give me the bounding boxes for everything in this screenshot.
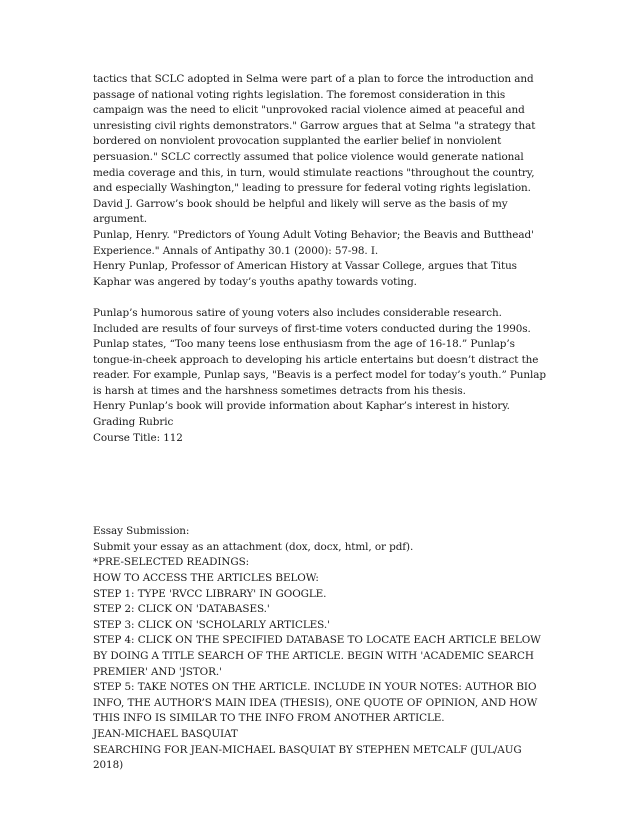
step-3: STEP 3: CLICK ON 'SCHOLARLY ARTICLES.': [93, 618, 330, 631]
paragraph-punlap-satire: Punlap’s humorous satire of young voters also includes considerable research. Included are results of four surveys of first-time voters conducted during the 1990s. Punlap states, “Too many teens lose enthusiasm from the age of 16-18.” Punlap’s tongue-in-cheek approach to developing his article entertains but doesn’t distract the reader. For example, Punlap says, "Beavis is a perfect model for today’s youth.” Punlap is harsh at times and the harshness sometimes detracts from his thesis.: [93, 306, 546, 397]
grading-rubric-heading: Grading Rubric: [93, 416, 174, 429]
step-5: STEP 5: TAKE NOTES ON THE ARTICLE. INCLUDE IN YOUR NOTES: AUTHOR BIO INFO, THE AUTHOR’S MAIN IDEA (THESIS), ONE QUOTE OF OPINION, AND HOW THIS INFO IS SIMILAR TO THE INFO FROM ANOTHER ARTICLE.: [93, 681, 538, 725]
submission-instructions: Submit your essay as an attachment (dox, docx, html, or pdf).: [93, 540, 414, 553]
step-4: STEP 4: CLICK ON THE SPECIFIED DATABASE TO LOCATE EACH ARTICLE BELOW BY DOING A TITLE SEARCH OF THE ARTICLE. BEGIN WITH 'ACADEMIC SEARCH PREMIER' AND 'JSTOR.': [93, 634, 541, 678]
blank-line: [93, 290, 548, 306]
step-1: STEP 1: TYPE 'RVCC LIBRARY' IN GOOGLE.: [93, 587, 327, 600]
access-articles-heading: HOW TO ACCESS THE ARTICLES BELOW:: [93, 572, 319, 585]
paragraph-garrow-note: David J. Garrow’s book should be helpful and likely will serve as the basis of my argument.: [93, 197, 508, 226]
document-page: [93, 72, 548, 774]
reading-title: SEARCHING FOR JEAN-MICHAEL BASQUIAT BY STEPHEN METCALF (JUL/AUG 2018): [93, 743, 522, 772]
paragraph-selma-strategy: tactics that SCLC adopted in Selma were part of a plan to force the introduction and passage of national voting rights legislation. The foremost consideration in this campaign was the need to elicit "unprovoked racial violence aimed at peaceful and unresisting civil rights demonstrators." Garrow argues that at Selma "a strategy that bordered on nonviolent provocation supplanted the earlier belief in nonviolent persuasion." SCLC correctly assumed that police violence would generate national media coverage and this, in turn, would stimulate reactions "throughout the country, and especially Washington," leading to pressure for federal voting rights legislation.: [93, 73, 536, 195]
reading-subject: JEAN-MICHAEL BASQUIAT: [93, 727, 238, 740]
step-2: STEP 2: CLICK ON 'DATABASES.': [93, 603, 270, 616]
paragraph-punlap-citation: Punlap, Henry. "Predictors of Young Adult Voting Behavior; the Beavis and Butthead' Experience." Annals of Antipathy 30.1 (2000): 57-98. I.: [93, 228, 534, 257]
preselected-readings-heading: *PRE-SELECTED READINGS:: [93, 556, 250, 569]
page-gap: [93, 446, 548, 524]
paragraph-punlap-note: Henry Punlap’s book will provide information about Kaphar’s interest in history.: [93, 400, 510, 413]
essay-submission-heading: Essay Submission:: [93, 525, 190, 538]
paragraph-punlap-bio: Henry Punlap, Professor of American History at Vassar College, argues that Titus Kaphar was angered by today’s youths apathy towards voting.: [93, 260, 517, 288]
course-title: Course Title: 112: [93, 431, 183, 444]
